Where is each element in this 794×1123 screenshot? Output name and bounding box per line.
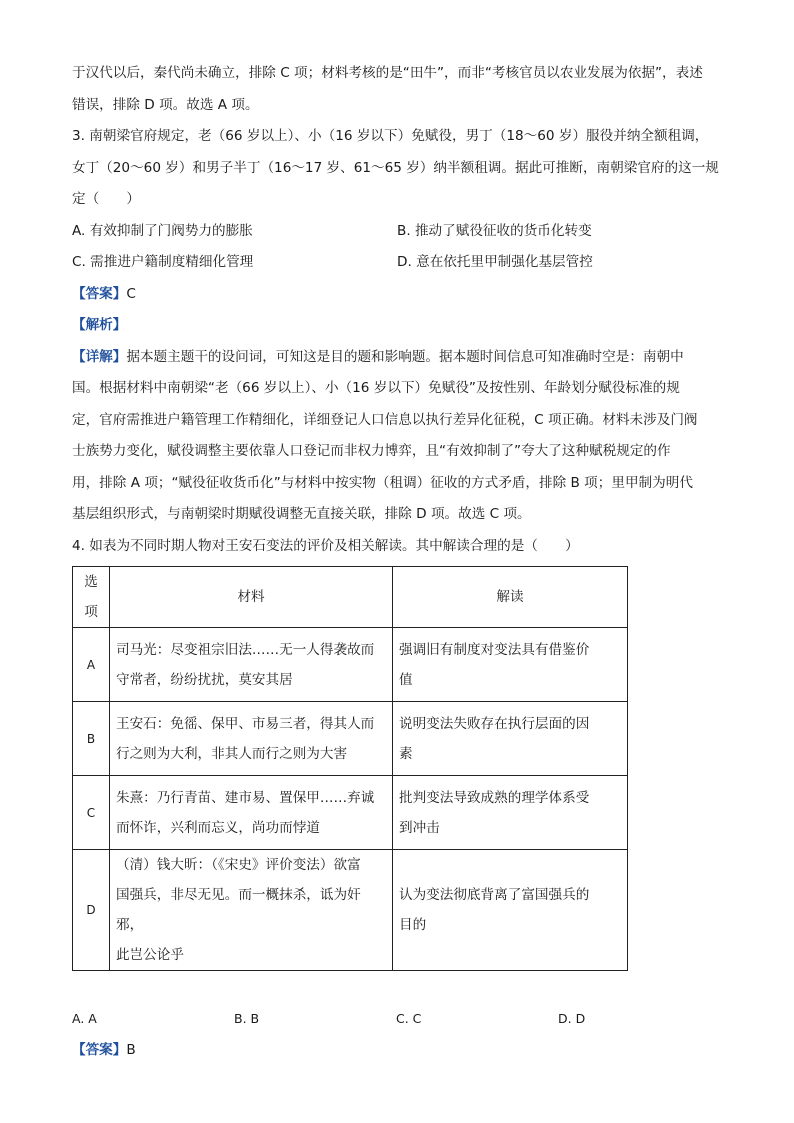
q4-choice-d: D. D bbox=[558, 1011, 586, 1026]
q4-answer-value: B bbox=[126, 1041, 136, 1058]
q4-row-b-material-line: 行之则为大利，非其人而行之则为大害 bbox=[116, 745, 348, 762]
q4-row-b-interp-line: 说明变法失败存在执行层面的因 bbox=[399, 715, 590, 732]
q4-row-b-interpretation bbox=[393, 702, 628, 776]
q3-answer-value: C bbox=[126, 285, 136, 302]
q4-row-a-material bbox=[110, 628, 393, 702]
q3-options bbox=[72, 216, 722, 279]
q4-row-d-interp-line: 认为变法彻底背离了富国强兵的 bbox=[399, 887, 590, 903]
q4-row-b-interp-line: 素 bbox=[399, 745, 413, 762]
q4-stem: 4. 如表为不同时期人物对王安石变法的评价及相关解读。其中解读合理的是（ ） bbox=[72, 537, 579, 554]
q3-analysis-label: 【解析】 bbox=[72, 317, 127, 333]
q2-analysis-tail-line1: 于汉代以后，秦代尚未确立，排除 C 项；材料考核的是“田牛”，而非“考核官员以农业发展为依据”，表述 bbox=[72, 65, 703, 81]
q4-row-d-material-line: 此岂公论乎 bbox=[116, 947, 184, 963]
q4-choice-a: A. A bbox=[72, 1011, 97, 1026]
q4-row-d-interpretation bbox=[393, 850, 628, 971]
q3-option-b: B. 推动了赋役征收的货币化转变 bbox=[397, 222, 592, 239]
document-page bbox=[72, 58, 722, 1066]
q3-detail-label: 【详解】 bbox=[72, 348, 127, 365]
q4-table-row bbox=[73, 628, 628, 702]
q3-option-d: D. 意在依托里甲制强化基层管控 bbox=[397, 254, 593, 270]
question-3 bbox=[72, 121, 722, 531]
q3-detail-line5: 用，排除 A 项；“赋役征收货币化”与材料中按实物（租调）征收的方式矛盾，排除 B 项；里甲制为明代 bbox=[72, 474, 693, 491]
q4-row-a-material-line: 司马光：尽变祖宗旧法……无一人得袭故而 bbox=[116, 641, 375, 658]
q4-answer bbox=[72, 1035, 722, 1067]
q3-detail-line4: 士族势力变化，赋役调整主要依靠人口登记而非权力博弈，且“有效抑制了”夸大了这种赋税规定的作 bbox=[72, 443, 671, 459]
q3-stem-line2: 女丁（20～60 岁）和男子半丁（16～17 岁、61～65 岁）纳半额租调。据此可推断，南朝梁官府的这一规 bbox=[72, 159, 719, 176]
q4-table-header-row bbox=[73, 567, 628, 628]
q4-choice-c: C. C bbox=[396, 1011, 422, 1026]
q4-choice-b: B. B bbox=[234, 1011, 260, 1026]
question-4 bbox=[72, 531, 722, 1067]
q4-row-c-option: C bbox=[73, 776, 110, 850]
q3-detail-line1 bbox=[72, 342, 722, 374]
q3-stem-line3: 定（ ） bbox=[72, 191, 140, 207]
q4-row-a-material-line: 守常者，纷纷扰扰，莫安其居 bbox=[116, 671, 293, 688]
q2-analysis-tail-line2: 错误，排除 D 项。故选 A 项。 bbox=[72, 96, 259, 113]
q4-row-a-option: A bbox=[73, 628, 110, 702]
q4-header-interpretation: 解读 bbox=[393, 567, 628, 628]
q4-row-c-material-line: 而怀诈，兴利而忘义，尚功而悖道 bbox=[116, 819, 320, 836]
q3-option-a: A. 有效抑制了门阀势力的膨胀 bbox=[72, 222, 253, 239]
q3-detail-line6: 基层组织形式，与南朝梁时期赋役调整无直接关联，排除 D 项。故选 C 项。 bbox=[72, 506, 531, 522]
q4-table-row bbox=[73, 850, 628, 971]
q3-option-c: C. 需推进户籍制度精细化管理 bbox=[72, 254, 254, 270]
q3-stem-line1: 3. 南朝梁官府规定，老（66 岁以上）、小（16 岁以下）免赋役，男丁（18～60 岁）服役并纳全额租调， bbox=[72, 128, 709, 144]
q3-detail-text-1: 据本题主题干的设问词，可知这是目的题和影响题。据本题时间信息可知准确时空是：南朝中 bbox=[126, 348, 684, 365]
q4-table bbox=[72, 566, 628, 971]
q4-row-c-material-line: 朱熹：乃行青苗、建市易、置保甲……弃诚 bbox=[116, 789, 375, 806]
q4-row-d-option: D bbox=[73, 850, 110, 971]
q4-row-b-material-line: 王安石：免徭、保甲、市易三者，得其人而 bbox=[116, 715, 375, 732]
q4-choices bbox=[72, 1003, 722, 1035]
q4-row-c-interpretation bbox=[393, 776, 628, 850]
q4-answer-label: 【答案】 bbox=[72, 1041, 127, 1058]
q4-row-d-material bbox=[110, 850, 393, 971]
q4-table-row bbox=[73, 776, 628, 850]
q4-row-b-material bbox=[110, 702, 393, 776]
q3-answer-label: 【答案】 bbox=[72, 285, 127, 302]
q3-detail-line2: 国。根据材料中南朝梁“老（66 岁以上）、小（16 岁以下）免赋役”及按性别、年龄划分赋役标准的规 bbox=[72, 380, 680, 396]
q4-row-d-interp-line: 目的 bbox=[399, 917, 427, 933]
q4-header-option: 选项 bbox=[73, 567, 110, 628]
q3-detail-line3: 定，官府需推进户籍管理工作精细化，详细登记人口信息以执行差异化征税，C 项正确。材料未涉及门阀 bbox=[72, 411, 698, 428]
q4-row-c-material bbox=[110, 776, 393, 850]
q4-row-c-interp-line: 到冲击 bbox=[399, 819, 440, 836]
q4-header-material: 材料 bbox=[110, 567, 393, 628]
q4-row-d-material-line: 国强兵，非尽无见。而一概抹杀，诋为奸邪， bbox=[116, 887, 361, 933]
q3-answer bbox=[72, 279, 722, 311]
q3-analysis-heading bbox=[72, 310, 722, 342]
q4-row-b-option: B bbox=[73, 702, 110, 776]
q4-row-a-interp-line: 值 bbox=[399, 671, 413, 688]
q4-row-a-interpretation bbox=[393, 628, 628, 702]
q4-row-d-material-line: （清）钱大昕：（《宋史》评价变法）欲富 bbox=[116, 857, 361, 873]
q4-row-a-interp-line: 强调旧有制度对变法具有借鉴价 bbox=[399, 641, 590, 658]
q4-table-row bbox=[73, 702, 628, 776]
q4-row-c-interp-line: 批判变法导致成熟的理学体系受 bbox=[399, 789, 590, 806]
